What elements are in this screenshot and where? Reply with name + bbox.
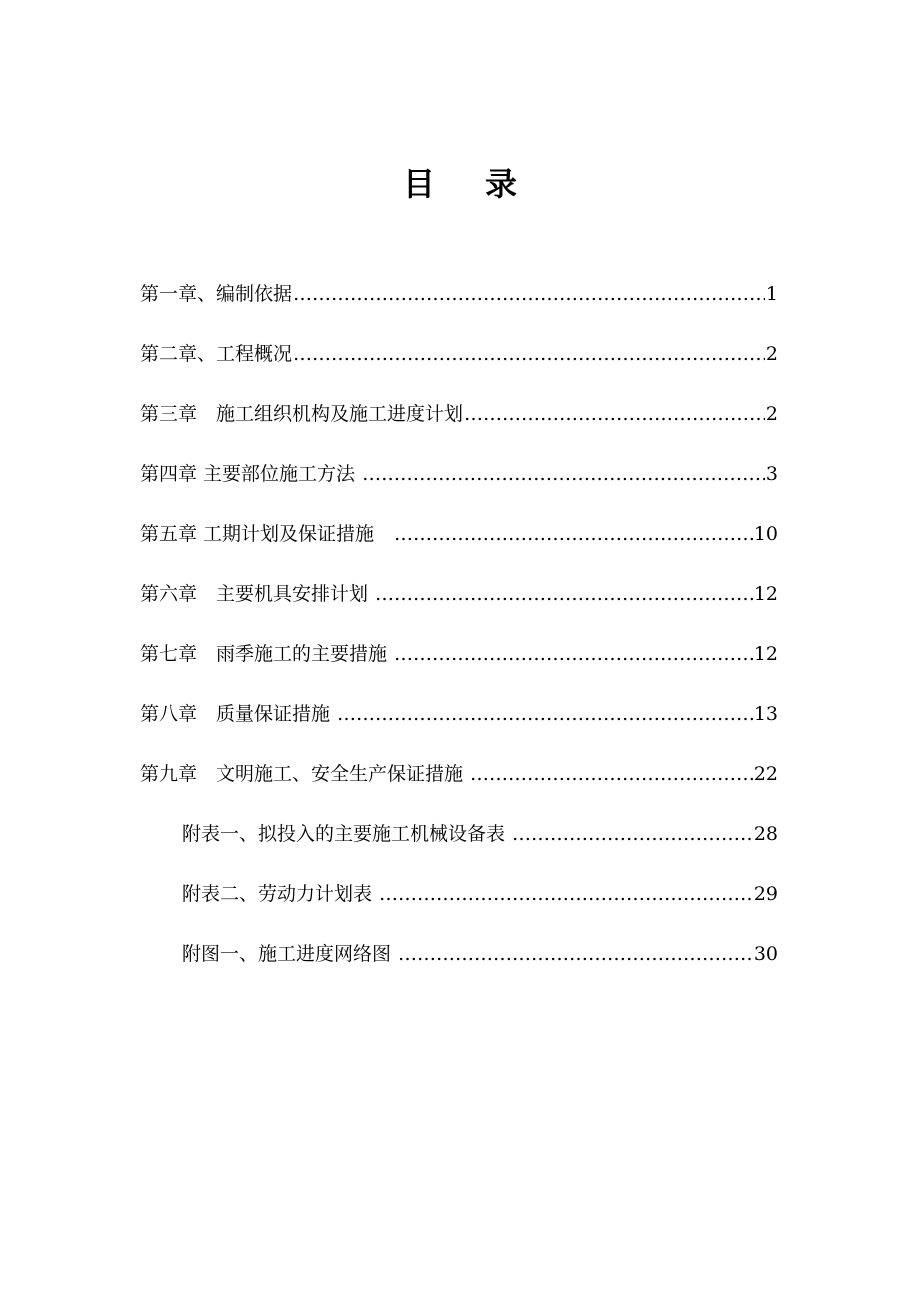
toc-leader-dots <box>379 882 753 906</box>
toc-entry <box>140 386 778 426</box>
toc-entry <box>140 446 778 486</box>
toc-entry-page: 12 <box>753 583 778 605</box>
toc-leader-dots <box>293 342 765 366</box>
toc-entry-label: 附表二、劳动力计划表 <box>182 883 379 905</box>
toc-entry-page: 10 <box>753 523 778 545</box>
toc-entry <box>140 326 778 366</box>
toc-leader-dots <box>337 702 753 726</box>
toc-entry-page: 2 <box>765 343 778 365</box>
toc-leader-dots <box>512 822 753 846</box>
toc-entry-label: 附图一、施工进度网络图 <box>182 943 398 965</box>
toc-leader-dots <box>293 282 765 306</box>
toc-entry-label: 第三章 施工组织机构及施工进度计划 <box>140 403 464 425</box>
toc-entry-label: 第一章、编制依据 <box>140 283 293 305</box>
toc-entry-page: 3 <box>765 463 778 485</box>
toc-leader-dots <box>464 402 765 426</box>
toc-entry-page: 12 <box>753 643 778 665</box>
toc-entry-label: 第八章 质量保证措施 <box>140 703 337 725</box>
toc-entry-label: 第六章 主要机具安排计划 <box>140 583 375 605</box>
toc-entry-page: 28 <box>753 823 778 845</box>
toc-entry <box>182 806 778 846</box>
toc-entry-page: 22 <box>753 763 778 785</box>
toc-entry-page: 29 <box>753 883 778 905</box>
toc-entry-page: 2 <box>765 403 778 425</box>
toc-entry-label: 附表一、拟投入的主要施工机械设备表 <box>182 823 512 845</box>
toc-leader-dots <box>398 942 753 966</box>
toc-entry-label: 第七章 雨季施工的主要措施 <box>140 643 394 665</box>
toc-entry-label: 第二章、工程概况 <box>140 343 293 365</box>
toc-entry-label: 第九章 文明施工、安全生产保证措施 <box>140 763 470 785</box>
toc-entry <box>140 266 778 306</box>
toc-entry-page: 30 <box>753 943 778 965</box>
toc-leader-dots <box>394 522 753 546</box>
toc-entry-page: 13 <box>753 703 778 725</box>
toc-entry <box>182 926 778 966</box>
toc-entry <box>140 506 778 546</box>
toc-title: 目录 <box>402 165 567 203</box>
toc-leader-dots <box>362 462 765 486</box>
toc-entry <box>140 686 778 726</box>
toc-leader-dots <box>375 582 753 606</box>
toc-entry <box>140 566 778 606</box>
toc-leader-dots <box>470 762 753 786</box>
toc-entry <box>182 866 778 906</box>
toc-entry-page: 1 <box>765 283 778 305</box>
toc-entry-label: 第四章 主要部位施工方法 <box>140 463 362 485</box>
toc-entry <box>140 626 778 666</box>
toc-entry-label: 第五章 工期计划及保证措施 <box>140 523 394 545</box>
toc-entry <box>140 746 778 786</box>
toc-leader-dots <box>394 642 753 666</box>
